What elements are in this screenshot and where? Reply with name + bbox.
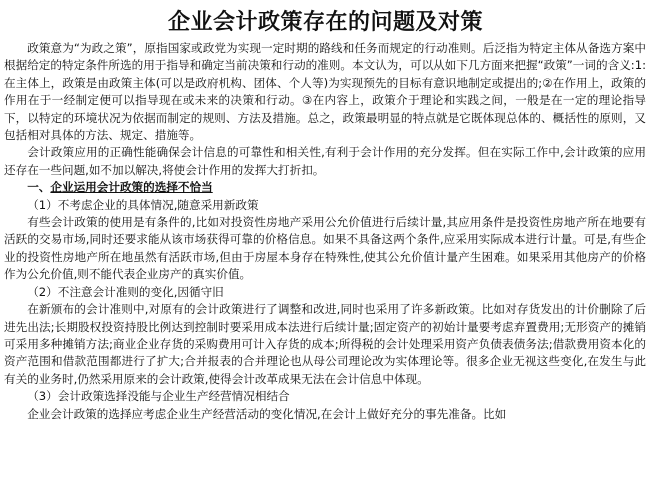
section-heading-1 xyxy=(4,179,646,196)
subheading-2: （2）不注意会计准则的变化,因循守旧 xyxy=(27,284,224,299)
paragraph-policy-definition: 政策意为“为政之策”，原指国家或政党为实现一定时期的路线和任务而规定的行动准则。后泛指为特定主体从备选方案中根据给定的特定条件所选的用于指导和确定当前决策和行动的准则。本文认为，可以从如下几方面来把握“政策”一词的含义:1:在主体上，政策是由政策主体(可以是政府机构、团体、个人等)为实现预先的目标有意识地制定或提出的;②在作用上，政策的作用在于一经制定便可以指导现在或未来的决策和行动。③在内容上，政策介于理论和实践之间，一般是在一定的理论指导下，以特定的环境状况为依据而制定的规则、方法及措施。总之，政策最明显的特点就是它既体现总体的、概括性的原则，又包括相对具体的方法、规定、措施等。 xyxy=(4,41,646,143)
section-heading-1-text: 企业运用会计政策的选择不恰当 xyxy=(50,180,213,195)
document-title: 企业会计政策存在的问题及对策 xyxy=(167,9,483,35)
paragraph-new-standards-changes: 在新颁布的会计准则中,对原有的会计政策进行了调整和改进,同时也采用了许多新政策。比如对存货发出的计价删除了后进先出法;长期股权投资持股比例达到控制时要采用成本法进行后续计量;固定资产的初始计量要考虑弃置费用;无形资产的摊销可采用多种摊销方法;商业企业存货的采购费用可计入存货的成本;所得税的会计处理采用资产负债表债务法;借款费用资本化的资产范围和借款范围都进行了扩大;合并报表的合并理论也从母公司理论改为实体理论等。很多企业无视这些变化,在发生与此有关的业务时,仍然采用原来的会计政策,使得会计改革成果无法在会计信息中体现。 xyxy=(4,302,646,386)
subheading-3: （3）会计政策选择没能与企业生产经营情况相结合 xyxy=(27,389,290,404)
document-body xyxy=(4,40,646,423)
paragraph-accounting-policy-importance: 会计政策应用的正确性能确保会计信息的可靠性和相关性,有利于会计作用的充分发挥。但在实际工作中,会计政策的应用还存在一些问题,如不加以解决,将使会计作用的发挥大打折扣。 xyxy=(4,145,646,177)
paragraph-operations-consideration: 企业会计政策的选择应考虑企业生产经营活动的变化情况,在会计上做好充分的事先准备。比如 xyxy=(27,406,507,421)
bottom-fade-overlay xyxy=(0,490,651,502)
paragraph-fair-value-conditions: 有些会计政策的使用是有条件的,比如对投资性房地产采用公允价值进行后续计量,其应用条件是投资性房地产所在地要有活跃的交易市场,同时还要求能从该市场获得可靠的价格信息。如果不具备这两个条件,应采用实际成本进行计量。可是,有些企业的投资性房地产所在地虽然有活跃市场,但由于房屋本身存在特殊性,使其公允价值计量产生困难。如果采用其他房产的价格作为公允价值,则不能代表企业房产的真实价值。 xyxy=(4,215,646,282)
subheading-1: （1）不考虑企业的具体情况,随意采用新政策 xyxy=(27,197,259,212)
section-heading-1-prefix: 一、 xyxy=(27,180,51,195)
